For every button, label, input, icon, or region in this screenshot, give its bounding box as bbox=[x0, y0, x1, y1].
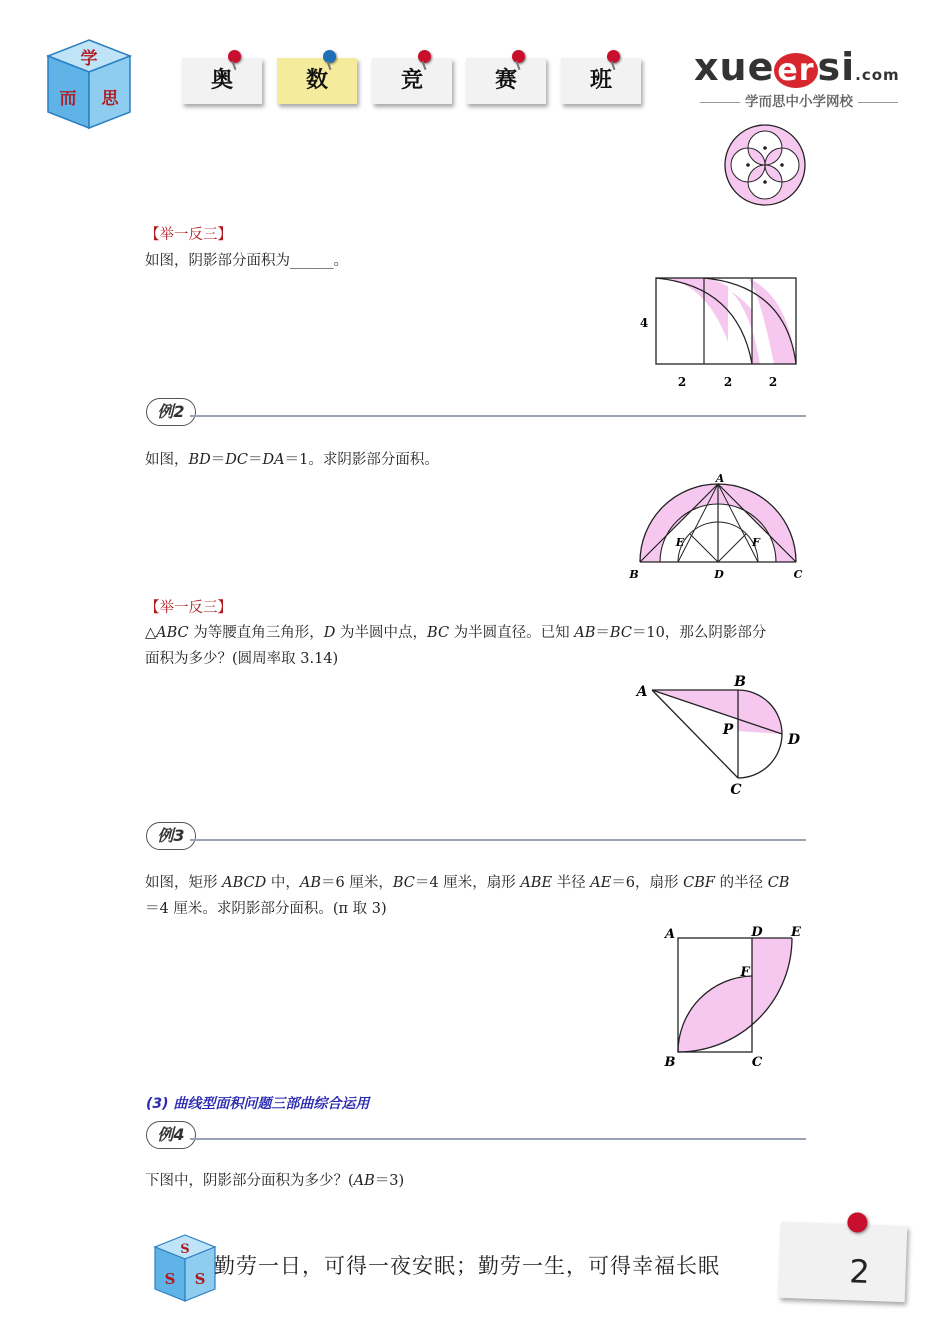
cube-icon bbox=[152, 1232, 218, 1304]
pin-icon bbox=[512, 50, 525, 63]
divider bbox=[190, 1138, 806, 1140]
fig4-label-e: E bbox=[791, 925, 801, 940]
problem-text: 如图，BD＝DC＝DA＝1。求阴影部分面积。 bbox=[145, 452, 439, 468]
four-circle-figure bbox=[722, 122, 808, 208]
problem-text: 下图中，阴影部分面积为多少？(AB＝3) bbox=[145, 1173, 405, 1189]
example-header bbox=[146, 822, 806, 852]
brand-tagline: 学而思中小学网校 bbox=[745, 94, 853, 110]
fig2-label-b: B bbox=[629, 568, 639, 581]
triangle-semicircle-figure bbox=[630, 672, 810, 800]
footer-logo-char-3: S bbox=[194, 1270, 206, 1288]
fig3-label-c: C bbox=[730, 782, 742, 798]
problem-text-line2: 面积为多少？(圆周率取 3.14) bbox=[145, 651, 339, 667]
fig2-label-d: D bbox=[714, 568, 724, 581]
fig4-label-d: D bbox=[751, 925, 763, 940]
brand-right: si bbox=[817, 45, 856, 89]
cube-icon bbox=[44, 36, 134, 132]
pin-icon bbox=[418, 50, 431, 63]
logo-char-3: 思 bbox=[101, 89, 119, 109]
page-number: 2 bbox=[848, 1252, 871, 1291]
fig3-label-a: A bbox=[636, 684, 648, 700]
logo-char-2: 而 bbox=[59, 89, 77, 109]
fig4-label-a: A bbox=[664, 927, 676, 942]
rectangle-sector-figure bbox=[656, 920, 812, 1072]
brand-suffix: .com bbox=[855, 66, 900, 84]
fig1-label-bottom-3: 2 bbox=[768, 375, 778, 389]
tab-ban: 班 bbox=[561, 58, 641, 104]
pin-icon bbox=[228, 50, 241, 63]
semicircle-figure bbox=[628, 472, 808, 584]
subsection-title: (3) 曲线型面积问题三部曲综合运用 bbox=[146, 1096, 370, 1112]
example-header bbox=[146, 1121, 806, 1151]
fig3-label-d: D bbox=[787, 732, 801, 748]
fig1-label-bottom-2: 2 bbox=[723, 375, 733, 389]
problem-text: △ABC 为等腰直角三角形，D 为半圆中点，BC 为半圆直径。已知 AB＝BC＝10，那么阴影部分 bbox=[145, 625, 767, 641]
footer-logo-char-2: S bbox=[164, 1270, 176, 1288]
fig2-label-f: F bbox=[752, 536, 760, 549]
problem-text: 如图，阴影部分面积为______。 bbox=[145, 253, 348, 269]
example-label: 例4 bbox=[146, 1121, 196, 1149]
section-heading: 【举一反三】 bbox=[145, 600, 232, 616]
pin-icon bbox=[847, 1212, 868, 1233]
fig1-label-side: 4 bbox=[639, 316, 649, 330]
footer-logo bbox=[152, 1232, 218, 1304]
fig3-label-p: P bbox=[722, 722, 734, 738]
rect-arc-figure bbox=[636, 272, 806, 392]
divider bbox=[190, 415, 806, 417]
tab-jing: 竞 bbox=[372, 58, 452, 104]
problem-text-line2: ＝4 厘米。求阴影部分面积。(π 取 3) bbox=[145, 901, 387, 917]
fig4-label-b: B bbox=[664, 1055, 676, 1070]
fig1-label-bottom-1: 2 bbox=[677, 375, 687, 389]
divider bbox=[190, 839, 806, 841]
fig4-label-f: F bbox=[740, 965, 750, 980]
brand-mid: er bbox=[774, 53, 817, 88]
footer-logo-char-1: S bbox=[180, 1242, 190, 1257]
pin-icon bbox=[323, 50, 336, 63]
brand-logo bbox=[694, 46, 914, 116]
logo-char-1: 学 bbox=[80, 49, 98, 69]
fig4-label-c: C bbox=[751, 1055, 763, 1070]
page-number-card bbox=[779, 1222, 908, 1302]
example-label: 例3 bbox=[146, 822, 196, 850]
fig2-label-e: E bbox=[675, 536, 685, 549]
brand-left: xue bbox=[694, 45, 775, 89]
fig3-label-b: B bbox=[734, 674, 746, 690]
tab-ao: 奥 bbox=[182, 58, 262, 104]
pin-icon bbox=[607, 50, 620, 63]
footer-motto: 勤劳一日，可得一夜安眠；勤劳一生，可得幸福长眠 bbox=[214, 1254, 720, 1278]
tab-shu: 数 bbox=[277, 58, 357, 104]
fig2-label-a: A bbox=[715, 472, 725, 485]
fig2-label-c: C bbox=[793, 568, 803, 581]
problem-text: 如图，矩形 ABCD 中，AB＝6 厘米，BC＝4 厘米，扇形 ABE 半径 AE＝6，扇形 CBF 的半径 CB bbox=[145, 875, 790, 891]
section-heading: 【举一反三】 bbox=[145, 227, 232, 243]
example-header bbox=[146, 398, 806, 428]
example-label: 例2 bbox=[146, 398, 196, 426]
tab-sai: 赛 bbox=[466, 58, 546, 104]
logo-cube bbox=[44, 36, 134, 132]
